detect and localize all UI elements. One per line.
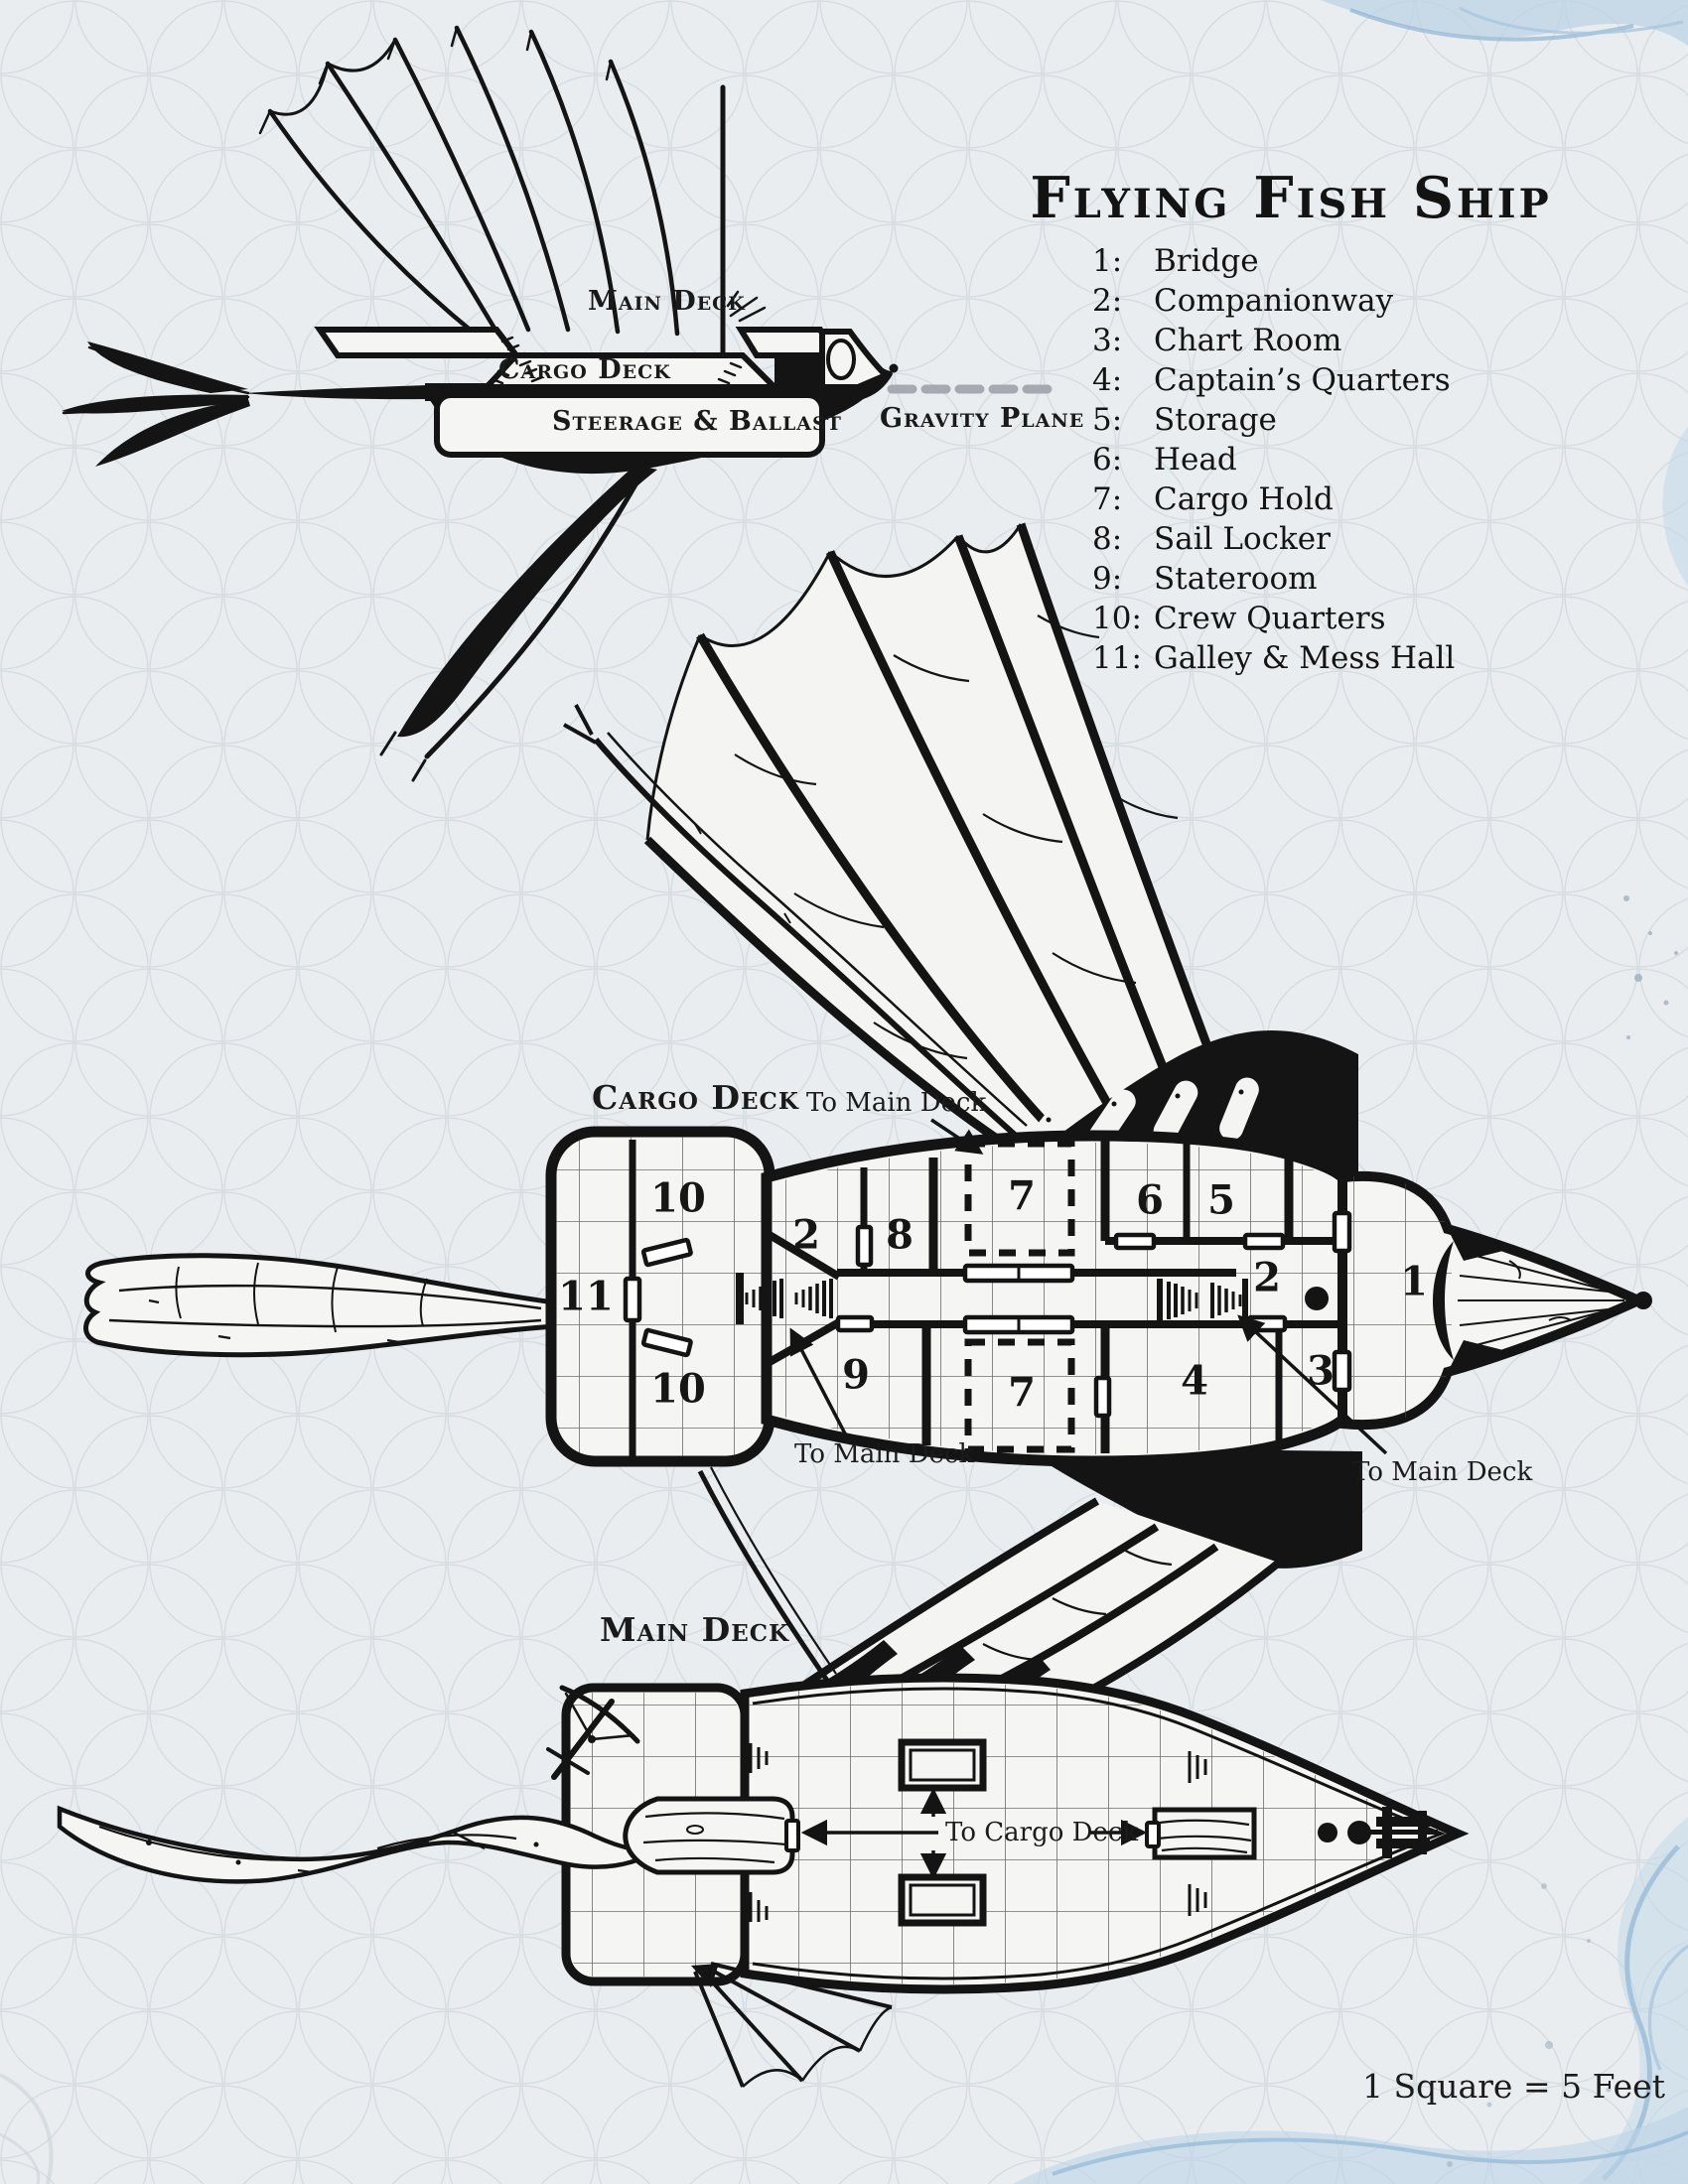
legend-item-number: 7: [1092, 481, 1123, 517]
legend-item-label: Crew Quarters [1154, 601, 1386, 636]
room-label-8: 8 [886, 1211, 914, 1259]
map-scale-note: 1 Square = 5 Feet [1362, 2067, 1665, 2106]
room-label-5: 5 [1207, 1176, 1235, 1224]
legend-item-label: Cargo Hold [1154, 481, 1334, 517]
legend-item-number: 3: [1092, 323, 1123, 358]
legend-item-label: Stateroom [1154, 561, 1318, 597]
room-label-3: 3 [1307, 1347, 1335, 1395]
legend-item [1092, 519, 1455, 559]
legend-item-number: 9: [1092, 561, 1123, 597]
room-label-11: 11 [558, 1273, 614, 1320]
legend-item-number: 11: [1092, 640, 1142, 676]
room-label-1: 1 [1400, 1258, 1428, 1305]
legend-item [1092, 479, 1455, 519]
wooden-hatch-icon [1147, 1810, 1254, 1857]
room-label-10-aft-bottom: 10 [650, 1365, 706, 1413]
room-label-4: 4 [1181, 1357, 1208, 1405]
cargo-deck-title: Cargo Deck [592, 1078, 799, 1117]
legend-item-label: Chart Room [1154, 323, 1342, 358]
legend [1092, 241, 1455, 678]
mast-position-dot [1318, 1823, 1337, 1843]
legend-item-number: 5: [1092, 402, 1123, 438]
legend-item-number: 2: [1092, 283, 1123, 319]
legend-item [1092, 638, 1455, 678]
legend-item-number: 6: [1092, 442, 1123, 478]
side-view-cargo-deck-label: Cargo Deck [498, 354, 671, 385]
page-title: Flying Fish Ship [1030, 165, 1552, 231]
room-label-9: 9 [842, 1351, 870, 1399]
legend-item [1092, 440, 1455, 479]
annotation-to-main-deck-bottom-left: To Main Deck [794, 1439, 975, 1469]
legend-item-number: 4: [1092, 362, 1123, 398]
legend-item-label: Sail Locker [1154, 521, 1331, 557]
room-label-7-top: 7 [1008, 1172, 1036, 1220]
main-deck-title: Main Deck [600, 1610, 790, 1649]
side-view-steerage-label: Steerage & Ballast [552, 406, 842, 437]
legend-item-label: Companionway [1154, 283, 1394, 319]
legend-item-label: Head [1154, 442, 1237, 478]
legend-item [1092, 599, 1455, 638]
legend-item [1092, 241, 1455, 281]
legend-item [1092, 559, 1455, 599]
legend-item [1092, 360, 1455, 400]
mast-icon [626, 1799, 798, 1872]
side-view-main-deck-label: Main Deck [588, 286, 746, 317]
legend-item [1092, 281, 1455, 321]
legend-item-label: Captain’s Quarters [1154, 362, 1451, 398]
room-label-2-aft: 2 [792, 1211, 820, 1259]
gravity-plane-label: Gravity Plane [880, 403, 1085, 434]
annotation-to-cargo-deck: To Cargo Deck [945, 1818, 1139, 1847]
legend-item-label: Storage [1154, 402, 1277, 438]
legend-item-number: 10: [1092, 601, 1142, 636]
legend-item-label: Galley & Mess Hall [1154, 640, 1456, 676]
legend-item [1092, 400, 1455, 440]
room-label-2-forward: 2 [1253, 1254, 1281, 1301]
legend-item-number: 8: [1092, 521, 1123, 557]
legend-item-number: 1: [1092, 243, 1123, 279]
room-label-6: 6 [1136, 1176, 1164, 1224]
mast-position-dot [1347, 1821, 1371, 1844]
legend-item [1092, 321, 1455, 360]
room-label-7-bottom: 7 [1008, 1369, 1036, 1417]
annotation-to-main-deck-top: To Main Deck [806, 1088, 987, 1118]
mast-position-dot [1305, 1287, 1329, 1310]
annotation-to-main-deck-bottom-right: To Main Deck [1352, 1457, 1533, 1487]
room-label-10-aft-top: 10 [650, 1174, 706, 1222]
snout-tip-ball [1634, 1292, 1652, 1309]
legend-item-label: Bridge [1154, 243, 1259, 279]
fish-eye-icon [828, 341, 854, 378]
